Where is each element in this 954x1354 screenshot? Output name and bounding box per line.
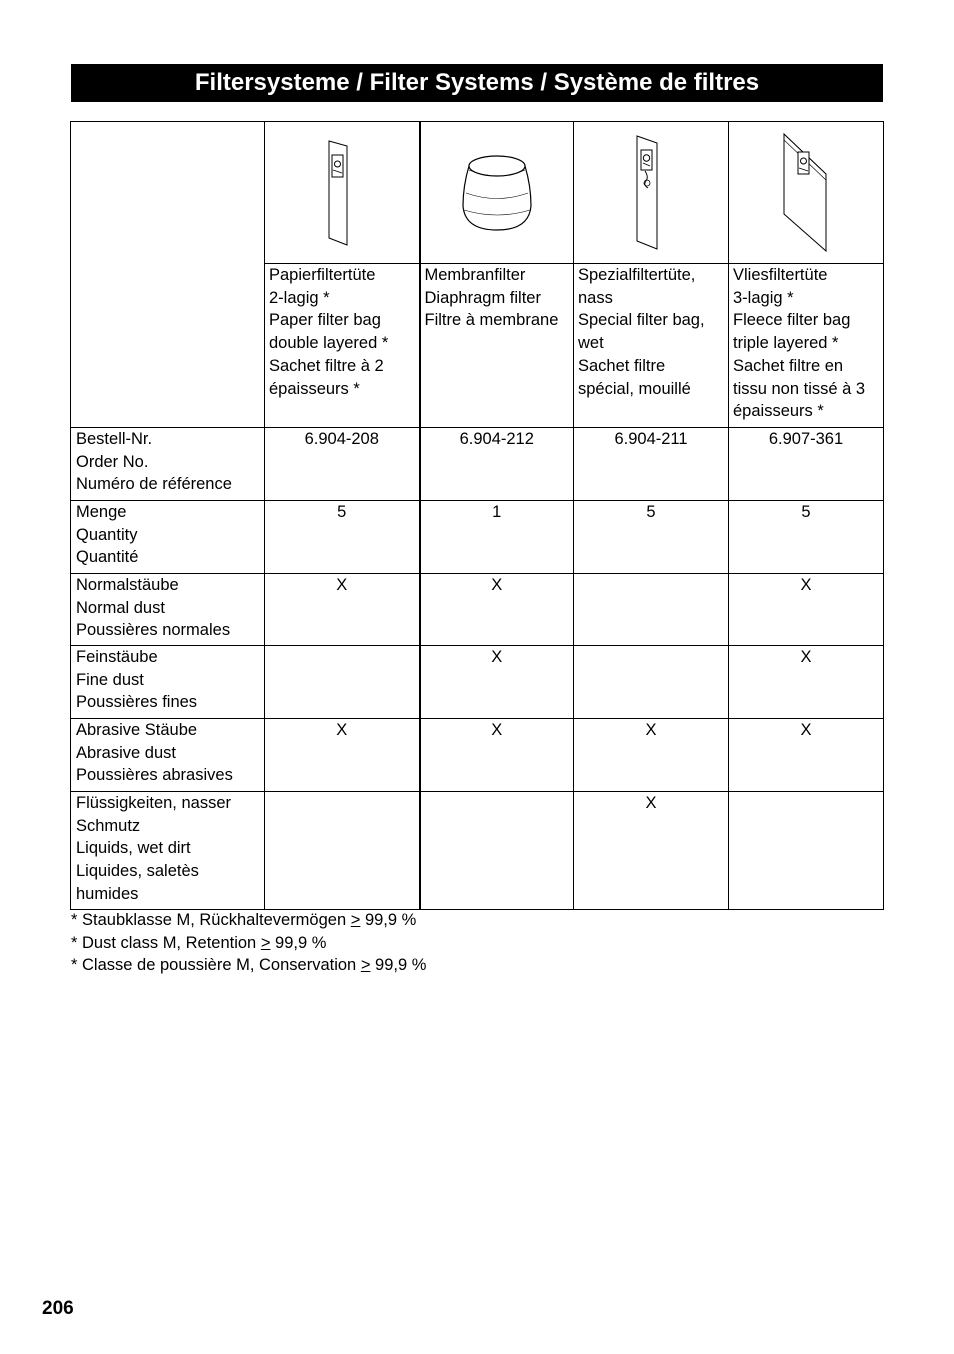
footnote-line	[71, 932, 426, 955]
footnote-line	[71, 909, 426, 932]
cell-text-line: Papierfiltertüte	[269, 266, 376, 284]
value-cell	[574, 574, 729, 646]
product-image-cell	[265, 122, 420, 264]
value-cell: 6.904-211	[574, 428, 729, 501]
paper-filter-bag-icon	[322, 138, 362, 248]
cell-text-line: Vliesfiltertüte	[733, 266, 828, 284]
table-row	[71, 719, 884, 792]
row-label-cell	[71, 792, 265, 910]
value-cell: X	[729, 574, 884, 646]
value-cell	[574, 646, 729, 719]
footnote-sym: >	[350, 911, 361, 929]
cell-text-line: Poussières abrasives	[76, 766, 233, 785]
footnote-pre: * Classe de poussière M, Conservation	[71, 956, 361, 975]
table-row	[71, 574, 884, 646]
value-cell	[420, 792, 574, 910]
footnote-pre: * Staubklasse M, Rückhaltevermögen	[71, 911, 351, 929]
cell-text-line: Normalstäube	[76, 576, 179, 594]
cell-text-line: wet	[578, 334, 604, 353]
cell-text-line: Poussières fines	[76, 693, 198, 712]
product-image-cell	[729, 122, 884, 264]
cell-text-line: Menge	[76, 503, 127, 521]
cell-text-line: Abrasive dust	[76, 743, 176, 762]
cell-text-line: Membranfilter	[424, 266, 526, 284]
cell-text-line: 2-lagig *	[269, 288, 330, 307]
cell-text-line: spécial, mouillé	[578, 379, 691, 398]
cell-text-line: 3-lagig *	[733, 288, 794, 307]
value-cell: X	[265, 574, 420, 646]
filter-systems-table	[70, 121, 884, 910]
cell-text-line: Numéro de référence	[76, 475, 232, 494]
value-cell	[729, 792, 884, 910]
cell-text-line: Feinstäube	[76, 648, 158, 666]
table-row	[71, 646, 884, 719]
cell-text-line: Special filter bag,	[578, 311, 705, 330]
cell-text-line: Sachet filtre	[578, 356, 666, 375]
value-cell: 6.904-212	[420, 428, 574, 501]
cell-text-line: épaisseurs *	[269, 379, 360, 398]
footnote-sym: >	[260, 933, 271, 952]
footnote-line	[71, 954, 426, 977]
cell-text-line: Poussières normales	[76, 621, 231, 640]
row-label-cell	[71, 501, 265, 574]
footnote-pre: * Dust class M, Retention	[71, 933, 261, 952]
fleece-filter-bag-icon	[776, 130, 836, 255]
value-cell: X	[729, 646, 884, 719]
footnotes	[71, 909, 426, 977]
product-description-cell	[574, 264, 729, 428]
product-description-cell	[729, 264, 884, 428]
value-cell: X	[574, 792, 729, 910]
image-row	[71, 122, 884, 264]
footnote-post: 99,9 %	[270, 933, 327, 952]
footnote-post: 99,9 %	[360, 911, 417, 929]
row-label-cell	[71, 719, 265, 792]
cell-text-line: double layered *	[269, 334, 389, 353]
cell-text-line: Fine dust	[76, 670, 144, 689]
cell-text-line: Quantity	[76, 525, 138, 544]
cell-text-line: Diaphragm filter	[424, 288, 541, 307]
cell-text-line: Order No.	[76, 452, 149, 471]
cell-text-line: nass	[578, 288, 613, 307]
cell-text-line: Sachet filtre en	[733, 356, 844, 375]
value-cell: 6.904-208	[265, 428, 420, 501]
cell-text-line: triple layered *	[733, 334, 839, 353]
cell-text-line: Liquids, wet dirt	[76, 839, 191, 858]
value-cell: 1	[420, 501, 574, 574]
membrane-filter-icon	[457, 148, 537, 238]
value-cell: X	[265, 719, 420, 792]
cell-text-line: Normal dust	[76, 598, 165, 617]
page-title: Filtersysteme / Filter Systems / Système de filtres	[71, 64, 883, 102]
table-row	[71, 501, 884, 574]
value-cell: 5	[265, 501, 420, 574]
cell-text-line: Flüssigkeiten, nasser	[76, 794, 231, 812]
cell-text-line: Fleece filter bag	[733, 311, 851, 330]
value-cell: 5	[574, 501, 729, 574]
row-label-cell	[71, 646, 265, 719]
product-description-cell	[265, 264, 420, 428]
product-image-cell	[574, 122, 729, 264]
product-description-cell	[420, 264, 574, 428]
cell-text-line: Sachet filtre à 2	[269, 356, 384, 375]
table-row	[71, 792, 884, 910]
value-cell: 6.907-361	[729, 428, 884, 501]
cell-text-line: humides	[76, 884, 139, 903]
value-cell	[265, 646, 420, 719]
value-cell: X	[420, 646, 574, 719]
value-cell: X	[729, 719, 884, 792]
footnote-post: 99,9 %	[370, 956, 427, 975]
empty-corner-cell	[71, 122, 265, 428]
cell-text-line: épaisseurs *	[733, 402, 824, 421]
table-row	[71, 428, 884, 501]
value-cell: 5	[729, 501, 884, 574]
cell-text-line: Paper filter bag	[269, 311, 381, 330]
cell-text-line: Spezialfiltertüte,	[578, 266, 696, 284]
cell-text-line: Liquides, saletès	[76, 862, 199, 881]
row-label-cell	[71, 428, 265, 501]
cell-text-line: Schmutz	[76, 816, 141, 835]
product-image-cell	[420, 122, 574, 264]
cell-text-line: tissu non tissé à 3	[733, 379, 866, 398]
page-number: 206	[42, 1298, 74, 1319]
value-cell: X	[420, 719, 574, 792]
footnote-sym: >	[360, 956, 371, 975]
cell-text-line: Quantité	[76, 548, 139, 567]
cell-text-line: Bestell-Nr.	[76, 430, 153, 448]
row-label-cell	[71, 574, 265, 646]
special-filter-bag-icon	[631, 133, 671, 253]
cell-text-line: Filtre à membrane	[424, 311, 559, 330]
value-cell: X	[574, 719, 729, 792]
value-cell	[265, 792, 420, 910]
value-cell: X	[420, 574, 574, 646]
cell-text-line: Abrasive Stäube	[76, 721, 198, 739]
